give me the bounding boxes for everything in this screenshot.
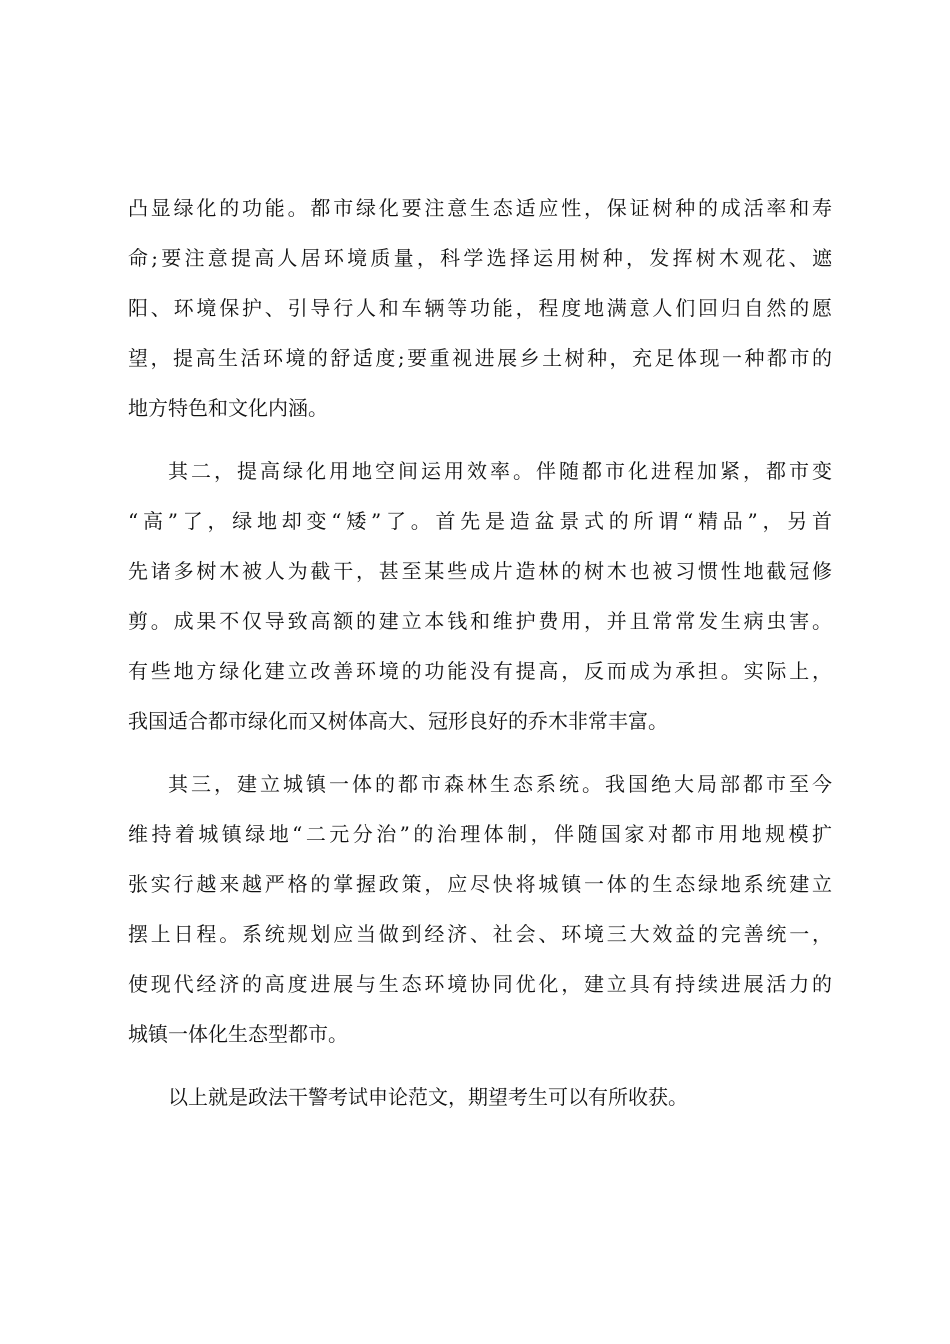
paragraph-1 [128, 183, 832, 433]
text-line: 张实行越来越严格的掌握政策，应尽快将城镇一体的生态绿地系统建立 [128, 872, 832, 896]
body-text [128, 183, 832, 1135]
text-line: 我国适合都市绿化而又树体高大、冠形良好的乔木非常丰富。 [128, 709, 668, 733]
text-line: 命;要注意提高人居环境质量，科学选择运用树种，发挥树木观花、遮 [128, 246, 832, 270]
text-line: 城镇一体化生态型都市。 [128, 1022, 348, 1046]
paragraph-3 [128, 759, 832, 1059]
text-line: 其二，提高绿化用地空间运用效率。伴随都市化进程加紧，都市变 [168, 459, 832, 483]
text-line: 凸显绿化的功能。都市绿化要注意生态适应性，保证树种的成活率和寿 [128, 196, 832, 220]
text-line: 维持着城镇绿地“二元分治”的治理体制，伴随国家对都市用地规模扩 [128, 822, 832, 846]
text-line: 阳、环境保护、引导行人和车辆等功能，程度地满意人们回归自然的愿 [128, 296, 832, 320]
text-line: 其三，建立城镇一体的都市森林生态系统。我国绝大局部都市至今 [168, 772, 832, 796]
paragraph-4 [128, 1072, 832, 1122]
text-line: 望，提高生活环境的舒适度;要重视进展乡土树种，充足体现一种都市的 [128, 346, 832, 370]
text-line: 剪。成果不仅导致高额的建立本钱和维护费用，并且常常发生病虫害。 [128, 609, 832, 633]
text-line: 以上就是政法干警考试申论范文，期望考生可以有所收获。 [168, 1085, 688, 1109]
text-line: 地方特色和文化内涵。 [128, 396, 328, 420]
text-line: 使现代经济的高度进展与生态环境协同优化，建立具有持续进展活力的 [128, 972, 832, 996]
text-line: 先诸多树木被人为截干，甚至某些成片造林的树木也被习惯性地截冠修 [128, 559, 832, 583]
text-line: “高”了，绿地却变“矮”了。首先是造盆景式的所谓“精品”，另首 [128, 509, 832, 533]
text-line: 摆上日程。系统规划应当做到经济、社会、环境三大效益的完善统一， [128, 922, 832, 946]
text-line: 有些地方绿化建立改善环境的功能没有提高，反而成为承担。实际上， [128, 659, 832, 683]
paragraph-2 [128, 446, 832, 746]
